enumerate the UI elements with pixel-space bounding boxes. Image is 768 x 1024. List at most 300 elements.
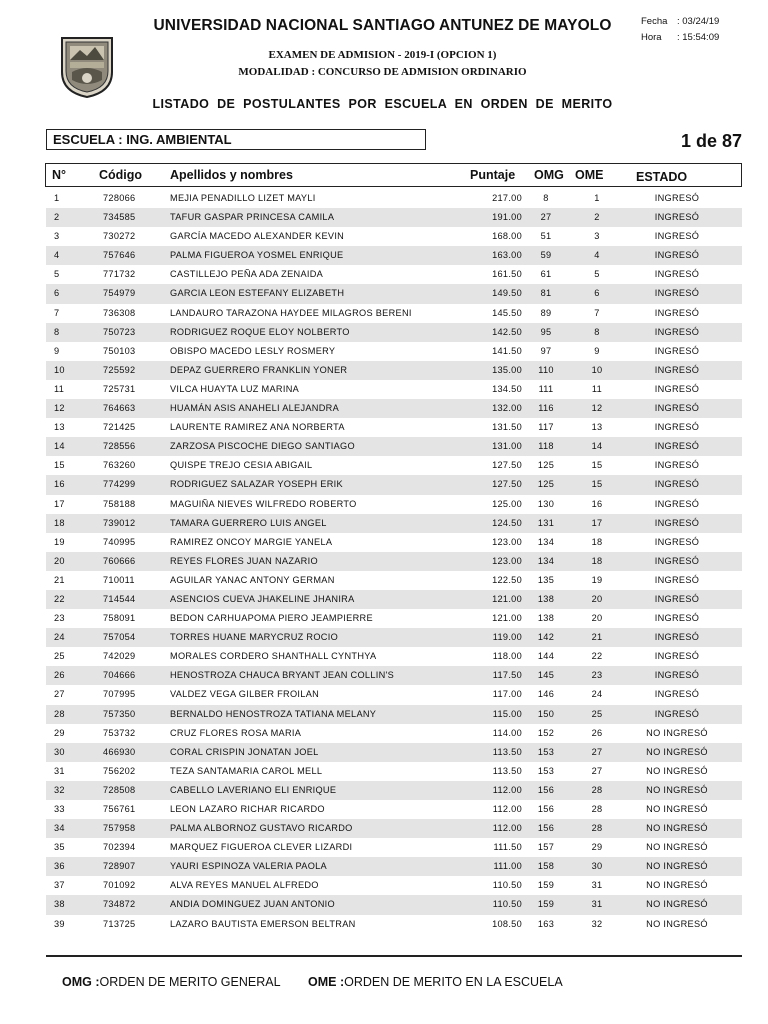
applicant-code: 774299 — [103, 479, 136, 490]
applicant-score: 108.50 — [492, 918, 522, 929]
table-row — [46, 876, 742, 895]
row-number: 16 — [54, 479, 65, 490]
row-number: 35 — [54, 842, 65, 853]
row-number: 31 — [54, 765, 65, 776]
table-row — [46, 915, 742, 934]
row-number: 28 — [54, 708, 65, 719]
applicant-code: 728066 — [103, 193, 136, 203]
applicant-score: 161.50 — [492, 269, 522, 280]
school-rank: 19 — [591, 574, 603, 585]
school-rank: 21 — [591, 632, 603, 643]
table-row — [46, 304, 742, 323]
applicant-name: PALMA FIGUEROA YOSMEL ENRIQUE — [170, 250, 344, 261]
applicant-score: 112.00 — [492, 784, 522, 795]
col-name: Apellidos y nombres — [170, 168, 293, 182]
admission-status: INGRESÓ — [654, 517, 700, 528]
row-number: 36 — [54, 861, 65, 872]
applicant-code: 753732 — [103, 727, 136, 738]
table-row — [46, 380, 742, 399]
applicant-code: 736308 — [103, 307, 136, 318]
applicant-score: 113.50 — [492, 746, 522, 757]
exam-title: EXAMEN DE ADMISION - 2019-I (OPCION 1) — [268, 49, 497, 61]
applicant-code: 760666 — [103, 555, 136, 566]
applicant-name: DEPAZ GUERRERO FRANKLIN YONER — [170, 364, 348, 375]
applicant-name: MEJIA PENADILLO LIZET MAYLI — [170, 193, 316, 203]
table-row — [46, 437, 742, 456]
general-rank: 131 — [537, 517, 555, 528]
row-number: 24 — [54, 632, 65, 643]
applicant-score: 110.50 — [492, 899, 522, 910]
school-box: ESCUELA : ING. AMBIENTAL — [46, 129, 426, 150]
applicant-code: 728556 — [103, 441, 136, 452]
general-rank: 153 — [537, 765, 555, 776]
applicant-name: ALVA REYES MANUEL ALFREDO — [170, 880, 319, 891]
applicant-code: 742029 — [103, 651, 136, 662]
row-number: 25 — [54, 651, 65, 662]
admission-status: INGRESÓ — [654, 555, 700, 566]
admission-status: INGRESÓ — [654, 383, 700, 394]
date-time-block — [641, 14, 719, 46]
table-row — [46, 265, 742, 284]
applicant-name: ANDIA DOMINGUEZ JUAN ANTONIO — [170, 899, 335, 910]
applicant-name: HENOSTROZA CHAUCA BRYANT JEAN COLLIN'S — [170, 670, 395, 681]
row-number: 30 — [54, 746, 65, 757]
school-rank: 28 — [591, 823, 603, 834]
applicant-name: RODRIGUEZ ROQUE ELOY NOLBERTO — [170, 326, 350, 337]
general-rank: 138 — [537, 593, 555, 604]
row-number: 21 — [54, 574, 65, 585]
applicant-name: TEZA SANTAMARIA CAROL MELL — [170, 765, 323, 776]
applicant-score: 110.50 — [492, 880, 522, 891]
general-rank: 152 — [537, 727, 555, 738]
applicant-name: MORALES CORDERO SHANTHALL CYNTHYA — [170, 651, 377, 662]
admission-status: INGRESÓ — [654, 689, 700, 700]
admission-status: NO INGRESÓ — [646, 918, 708, 929]
applicant-score: 121.00 — [492, 613, 522, 624]
general-rank: 150 — [537, 708, 555, 719]
applicant-name: CORAL CRISPIN JONATAN JOEL — [170, 746, 319, 757]
admission-status: INGRESÓ — [654, 670, 700, 681]
admission-status: INGRESÓ — [654, 212, 700, 223]
applicant-code: 750103 — [103, 345, 136, 356]
row-number: 17 — [54, 498, 65, 509]
time-value: : 15:54:09 — [677, 32, 720, 43]
admission-status: INGRESÓ — [654, 326, 700, 337]
applicant-score: 118.00 — [492, 651, 522, 662]
school-rank: 5 — [594, 269, 600, 280]
row-number: 23 — [54, 613, 65, 624]
school-rank: 22 — [591, 651, 603, 662]
applicant-code: 771732 — [103, 269, 136, 280]
table-header — [45, 163, 742, 187]
applicant-code: 728508 — [103, 784, 136, 795]
school-rank: 4 — [594, 250, 600, 261]
applicant-name: CASTILLEJO PEÑA ADA ZENAIDA — [170, 269, 324, 280]
university-crest-logo — [60, 34, 114, 98]
general-rank: 130 — [537, 498, 555, 509]
row-number: 37 — [54, 880, 65, 891]
school-rank: 31 — [591, 880, 603, 891]
legend-ome-key: OME : — [308, 975, 345, 989]
row-number: 39 — [54, 918, 65, 929]
general-rank: 159 — [537, 880, 555, 891]
applicant-score: 135.00 — [492, 364, 522, 375]
applicant-score: 132.00 — [492, 403, 522, 414]
applicant-name: GARCIA LEON ESTEFANY ELIZABETH — [170, 288, 345, 299]
admission-status: INGRESÓ — [654, 460, 700, 471]
school-rank: 14 — [591, 441, 603, 452]
general-rank: 81 — [540, 288, 552, 299]
applicant-name: LEON LAZARO RICHAR RICARDO — [170, 804, 325, 814]
admission-status: INGRESÓ — [654, 498, 700, 509]
applicant-code: 466930 — [103, 746, 136, 757]
applicant-score: 112.00 — [492, 804, 522, 814]
general-rank: 118 — [538, 441, 554, 452]
school-rank: 2 — [594, 212, 600, 223]
applicant-code: 713725 — [103, 918, 136, 929]
col-score: Puntaje — [470, 168, 516, 182]
general-rank: 125 — [537, 479, 555, 490]
school-rank: 18 — [591, 555, 603, 566]
university-title: UNIVERSIDAD NACIONAL SANTIAGO ANTUNEZ DE MAYOLO — [153, 17, 612, 34]
general-rank: 163 — [537, 918, 555, 929]
table-row — [46, 323, 742, 342]
applicant-name: RODRIGUEZ SALAZAR YOSEPH ERIK — [170, 479, 343, 490]
applicant-code: 710011 — [103, 574, 135, 585]
general-rank: 125 — [537, 460, 555, 471]
row-number: 9 — [54, 345, 60, 356]
table-row — [46, 781, 742, 800]
applicant-name: MARQUEZ FIGUEROA CLEVER LIZARDI — [170, 842, 353, 853]
applicant-score: 142.50 — [492, 326, 522, 337]
applicant-code: 740995 — [103, 536, 136, 547]
admission-status: NO INGRESÓ — [646, 823, 708, 834]
row-number: 5 — [54, 269, 60, 280]
row-number: 34 — [54, 823, 65, 834]
footer-divider — [46, 955, 742, 957]
row-number: 18 — [54, 517, 65, 528]
general-rank: 97 — [540, 345, 552, 356]
school-rank: 15 — [591, 479, 603, 490]
school-rank: 15 — [591, 460, 603, 471]
row-number: 13 — [54, 422, 65, 433]
applicant-name: ZARZOSA PISCOCHE DIEGO SANTIAGO — [170, 441, 355, 452]
row-number: 29 — [54, 727, 65, 738]
school-rank: 27 — [591, 746, 603, 757]
school-rank: 11 — [591, 383, 603, 394]
applicant-score: 124.50 — [492, 517, 522, 528]
school-rank: 8 — [594, 326, 600, 337]
applicant-name: TAMARA GUERRERO LUIS ANGEL — [170, 517, 327, 528]
table-row — [46, 208, 742, 227]
applicant-name: YAURI ESPINOZA VALERIA PAOLA — [170, 861, 327, 872]
applicant-code: 739012 — [103, 517, 136, 528]
school-rank: 25 — [591, 708, 603, 719]
general-rank: 144 — [537, 651, 555, 662]
general-rank: 59 — [540, 250, 552, 261]
applicant-code: 721425 — [103, 422, 136, 433]
applicant-score: 117.00 — [492, 689, 522, 700]
row-number: 3 — [54, 231, 60, 242]
legend-ome-text: ORDEN DE MERITO EN LA ESCUELA — [344, 975, 563, 989]
admission-status: INGRESÓ — [654, 307, 700, 318]
school-rank: 29 — [591, 842, 603, 853]
general-rank: 157 — [537, 842, 555, 853]
applicant-code: 758188 — [103, 498, 136, 509]
row-number: 38 — [54, 899, 65, 910]
admission-status: NO INGRESÓ — [646, 842, 708, 853]
table-row — [46, 342, 742, 361]
general-rank: 142 — [537, 632, 555, 643]
table-row — [46, 819, 742, 838]
applicant-code: 701092 — [103, 880, 136, 891]
general-rank: 135 — [537, 574, 555, 585]
table-row — [46, 418, 742, 437]
table-row — [46, 571, 742, 590]
applicant-name: VILCA HUAYTA LUZ MARINA — [170, 383, 300, 394]
applicant-code: 758091 — [103, 613, 136, 624]
row-number: 19 — [54, 536, 65, 547]
applicant-code: 704666 — [103, 670, 136, 681]
applicant-score: 122.50 — [492, 574, 522, 585]
applicant-code: 757958 — [103, 823, 136, 834]
table-row — [46, 647, 742, 666]
table-row — [46, 685, 742, 704]
school-rank: 3 — [594, 231, 600, 242]
admission-status: INGRESÓ — [654, 651, 700, 662]
row-number: 11 — [54, 383, 65, 394]
applicant-name: LANDAURO TARAZONA HAYDEE MILAGROS BERENI — [170, 307, 412, 318]
general-rank: 116 — [538, 403, 554, 414]
table-row — [46, 456, 742, 475]
admission-status: INGRESÓ — [654, 288, 700, 299]
school-rank: 26 — [591, 727, 603, 738]
applicant-code: 730272 — [103, 231, 136, 242]
general-rank: 27 — [540, 212, 552, 223]
general-rank: 156 — [537, 804, 555, 814]
table-row — [46, 609, 742, 628]
school-rank: 20 — [591, 613, 603, 624]
table-row — [46, 361, 742, 380]
applicant-code: 764663 — [103, 403, 136, 414]
row-number: 32 — [54, 784, 65, 795]
school-rank: 24 — [591, 689, 603, 700]
table-row — [46, 475, 742, 494]
row-number: 26 — [54, 670, 65, 681]
col-code: Código — [99, 168, 143, 182]
row-number: 14 — [54, 441, 65, 452]
applicant-code: 725731 — [103, 383, 136, 394]
applicant-name: QUISPE TREJO CESIA ABIGAIL — [170, 460, 313, 471]
table-row — [46, 227, 742, 246]
row-number: 10 — [54, 364, 65, 375]
general-rank: 134 — [537, 555, 555, 566]
admission-status: NO INGRESÓ — [646, 899, 708, 910]
table-row — [46, 705, 742, 724]
general-rank: 159 — [537, 899, 555, 910]
general-rank: 51 — [540, 231, 552, 242]
general-rank: 138 — [537, 613, 555, 624]
legend-omg-key: OMG : — [62, 975, 100, 989]
row-number: 2 — [54, 212, 60, 223]
general-rank: 117 — [538, 422, 554, 433]
school-rank: 10 — [591, 364, 603, 375]
school-rank: 28 — [591, 784, 603, 795]
school-rank: 18 — [591, 536, 603, 547]
applicant-score: 149.50 — [492, 288, 522, 299]
legend-omg-text: ORDEN DE MERITO GENERAL — [99, 975, 281, 989]
school-rank: 12 — [591, 403, 603, 414]
row-number: 15 — [54, 460, 65, 471]
applicant-score: 127.50 — [492, 479, 522, 490]
col-ome: OME — [575, 168, 604, 182]
school-rank: 23 — [591, 670, 603, 681]
admission-status: INGRESÓ — [654, 536, 700, 547]
applicant-code: 756761 — [103, 804, 136, 814]
row-number: 33 — [54, 804, 65, 814]
school-rank: 30 — [591, 861, 603, 872]
table-row — [46, 552, 742, 571]
applicant-score: 125.00 — [492, 498, 522, 509]
school-rank: 27 — [591, 765, 603, 776]
date-value: : 03/24/19 — [677, 16, 720, 27]
row-number: 8 — [54, 326, 60, 337]
applicant-code: 757054 — [103, 632, 136, 643]
row-number: 12 — [54, 403, 65, 414]
admission-status: INGRESÓ — [654, 269, 700, 280]
applicant-name: VALDEZ VEGA GILBER FROILAN — [170, 689, 320, 700]
applicant-name: OBISPO MACEDO LESLY ROSMERY — [170, 345, 336, 356]
applicant-name: RAMIREZ ONCOY MARGIE YANELA — [170, 536, 333, 547]
applicant-score: 111.50 — [493, 842, 522, 853]
general-rank: 146 — [537, 689, 555, 700]
applicant-score: 191.00 — [492, 212, 522, 223]
school-rank: 16 — [591, 498, 603, 509]
applicant-name: GARCÍA MACEDO ALEXANDER KEVIN — [170, 231, 345, 242]
modality-title: MODALIDAD : CONCURSO DE ADMISION ORDINARIO — [238, 66, 527, 78]
applicant-score: 131.00 — [492, 441, 522, 452]
applicant-code: 734585 — [103, 212, 136, 223]
school-rank: 17 — [591, 517, 603, 528]
legend-ome — [308, 975, 563, 989]
school-rank: 28 — [591, 804, 603, 814]
school-rank: 1 — [594, 193, 600, 203]
applicant-name: TAFUR GASPAR PRINCESA CAMILA — [170, 212, 335, 223]
general-rank: 61 — [540, 269, 552, 280]
admission-status: NO INGRESÓ — [646, 727, 708, 738]
admission-status: NO INGRESÓ — [646, 880, 708, 891]
applicant-score: 123.00 — [492, 555, 522, 566]
applicant-score: 123.00 — [492, 536, 522, 547]
admission-status: INGRESÓ — [654, 250, 700, 261]
col-number: N° — [52, 168, 67, 182]
applicant-code: 754979 — [103, 288, 136, 299]
applicant-code: 728907 — [103, 861, 136, 872]
applicant-code: 750723 — [103, 326, 136, 337]
row-number: 1 — [54, 193, 60, 203]
applicant-code: 756202 — [103, 765, 136, 776]
applicant-score: 121.00 — [492, 593, 522, 604]
admission-status: NO INGRESÓ — [646, 746, 708, 757]
applicant-score: 114.00 — [492, 727, 522, 738]
table-row — [46, 495, 742, 514]
applicant-score: 217.00 — [492, 193, 522, 203]
listing-title: LISTADO DE POSTULANTES POR ESCUELA EN ORDEN DE MERITO — [152, 97, 613, 111]
applicant-name: TORRES HUANE MARYCRUZ ROCIO — [170, 632, 339, 643]
applicant-score: 113.50 — [492, 765, 522, 776]
applicant-name: CRUZ FLORES ROSA MARIA — [170, 727, 302, 738]
applicant-name: LAZARO BAUTISTA EMERSON BELTRAN — [170, 918, 356, 929]
applicant-name: BEDON CARHUAPOMA PIERO JEAMPIERRE — [170, 613, 373, 624]
applicant-score: 115.00 — [492, 708, 522, 719]
school-rank: 13 — [591, 422, 603, 433]
row-number: 7 — [54, 307, 60, 318]
applicant-score: 131.50 — [492, 422, 522, 433]
table-row — [46, 246, 742, 265]
general-rank: 95 — [540, 326, 552, 337]
applicant-name: ASENCIOS CUEVA JHAKELINE JHANIRA — [170, 593, 355, 604]
general-rank: 156 — [537, 823, 555, 834]
table-row — [46, 895, 742, 914]
applicant-score: 117.50 — [492, 670, 522, 681]
admission-status: NO INGRESÓ — [646, 784, 708, 795]
school-rank: 7 — [594, 307, 600, 318]
date-label: Fecha — [641, 16, 668, 27]
row-number: 6 — [54, 288, 60, 299]
table-row — [46, 590, 742, 609]
table-row — [46, 666, 742, 685]
general-rank: 145 — [537, 670, 555, 681]
applicant-name: REYES FLORES JUAN NAZARIO — [170, 555, 318, 566]
row-number: 27 — [54, 689, 65, 700]
admission-status: INGRESÓ — [654, 422, 700, 433]
admission-status: NO INGRESÓ — [646, 765, 708, 776]
row-number: 4 — [54, 250, 60, 261]
school-rank: 9 — [594, 345, 600, 356]
applicant-code: 707995 — [103, 689, 136, 700]
legend-omg — [62, 975, 281, 989]
col-status: ESTADO — [636, 170, 688, 184]
admission-status: INGRESÓ — [654, 593, 700, 604]
applicant-code: 763260 — [103, 460, 136, 471]
general-rank: 156 — [537, 784, 555, 795]
col-omg: OMG — [534, 168, 564, 182]
applicant-name: MAGUIÑA NIEVES WILFREDO ROBERTO — [170, 498, 357, 509]
general-rank: 158 — [537, 861, 555, 872]
applicant-code: 734872 — [103, 899, 136, 910]
general-rank: 153 — [537, 746, 555, 757]
applicant-score: 111.00 — [493, 861, 522, 872]
applicant-score: 134.50 — [492, 383, 522, 394]
applicant-name: PALMA ALBORNOZ GUSTAVO RICARDO — [170, 823, 353, 834]
table-row — [46, 762, 742, 781]
admission-status: NO INGRESÓ — [646, 804, 708, 814]
admission-status: INGRESÓ — [654, 193, 700, 203]
applicant-code: 757646 — [103, 250, 136, 261]
table-row — [46, 284, 742, 303]
applicant-code: 757350 — [103, 708, 136, 719]
applicant-score: 119.00 — [492, 632, 522, 643]
admission-status: INGRESÓ — [654, 364, 700, 375]
admission-status: INGRESÓ — [654, 632, 700, 643]
general-rank: 134 — [537, 536, 555, 547]
applicant-name: BERNALDO HENOSTROZA TATIANA MELANY — [170, 708, 377, 719]
school-rank: 31 — [591, 899, 603, 910]
row-number: 22 — [54, 593, 65, 604]
admission-status: INGRESÓ — [654, 231, 700, 242]
applicant-score: 141.50 — [492, 345, 522, 356]
table-row — [46, 838, 742, 857]
